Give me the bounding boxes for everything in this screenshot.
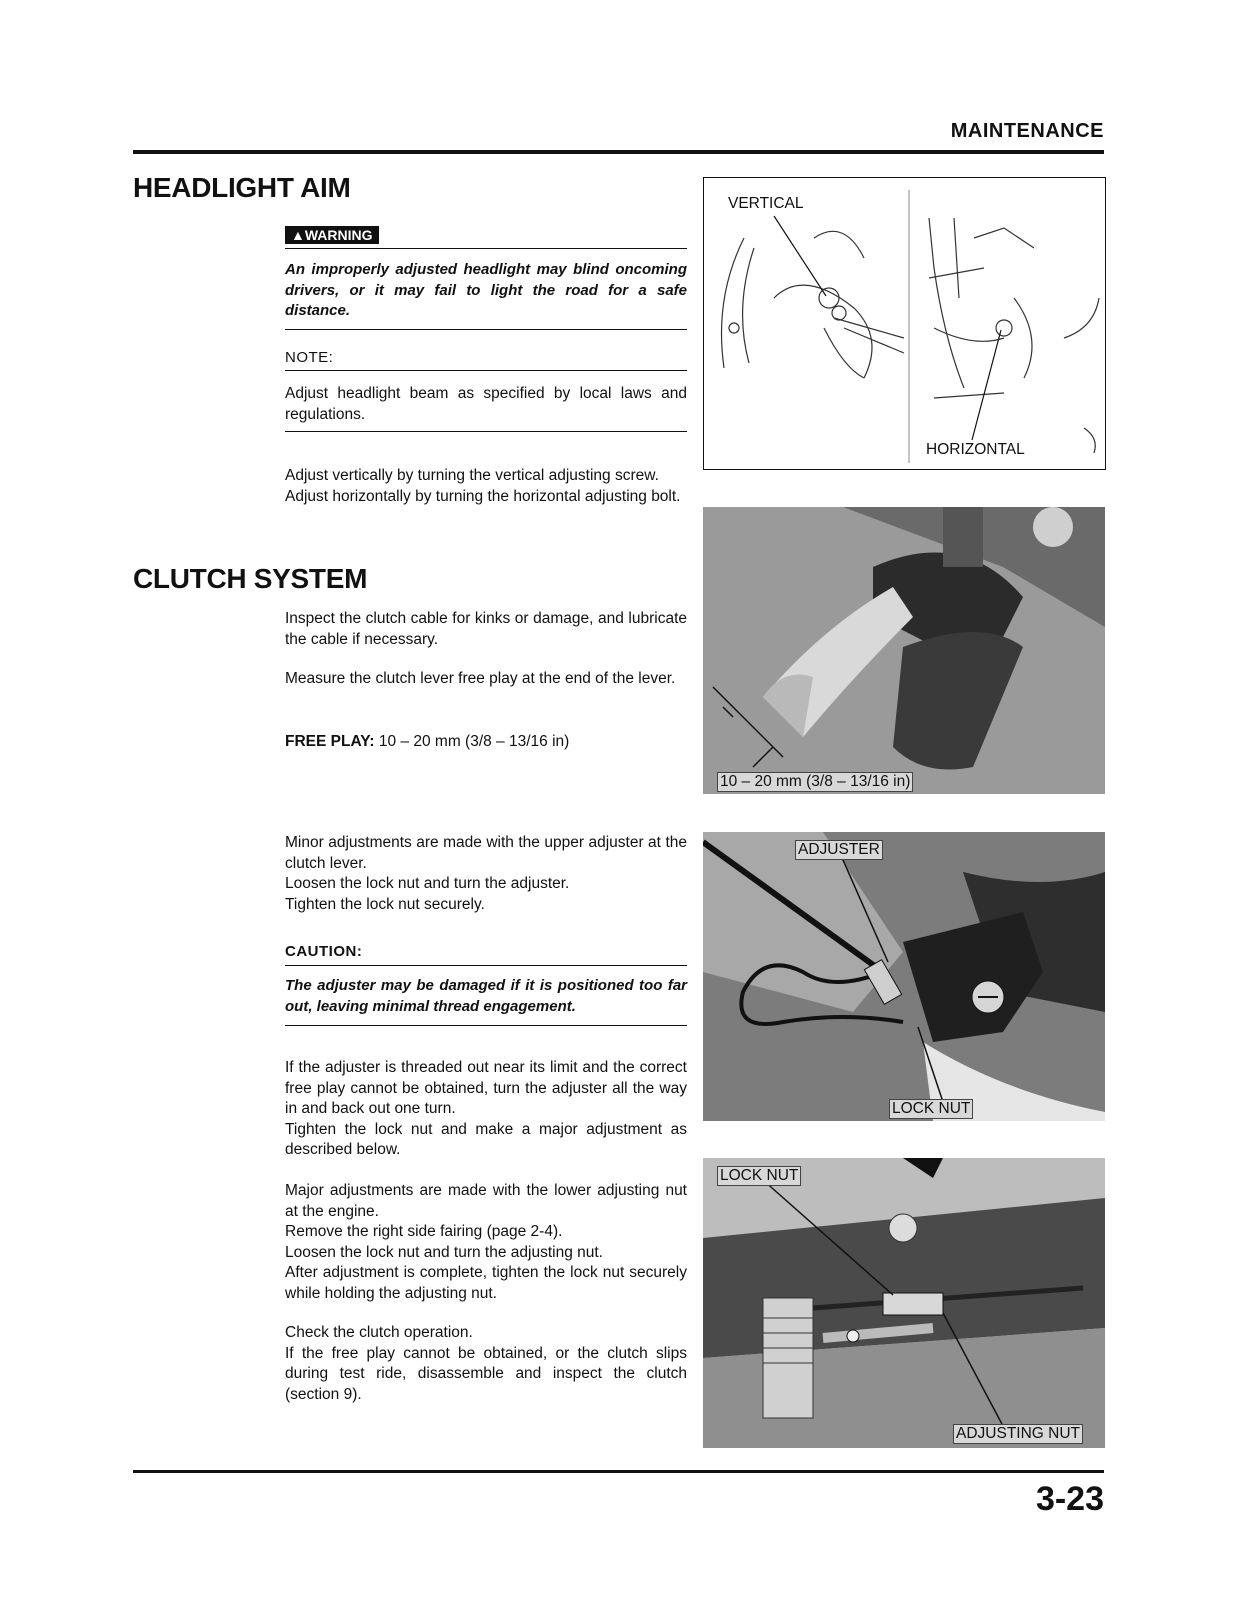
major-adjust-para: Major adjustments are made with the lower adjusting nut at the engine. [285,1182,687,1220]
footer-rule [133,1470,1104,1473]
note-label: NOTE: [285,349,334,366]
headlight-para-vertical: Adjust vertically by turning the vertical adjusting screw. [285,467,659,484]
caution-bottom-rule [285,1025,687,1026]
major-adjust-text [285,1181,687,1304]
limit-para: If the adjuster is threaded out near its limit and the correct free play cannot be obtained, turn the adjuster all the way in and back out one turn. [285,1059,687,1117]
check-inspect-para: If the free play cannot be obtained, or the clutch slips during test ride, disassemble and inspect the clutch (section 9). [285,1344,687,1403]
section-header: MAINTENANCE [950,120,1104,142]
major-fairing-para: Remove the right side fairing (page 2-4). [285,1223,563,1240]
headlight-instructions [285,466,687,507]
header-rule [133,150,1104,154]
minor-adjust-text [285,833,687,915]
minor-loosen-para: Loosen the lock nut and turn the adjuster. [285,875,570,892]
page-number: 3-23 [1035,1480,1104,1518]
clutch-measure-text: Measure the clutch lever free play at the end of the lever. [285,670,676,687]
clutch-lever-photo [703,507,1105,794]
adjusting-nut-illustration [703,1158,1105,1448]
adjusting-nut-photo [703,1158,1105,1448]
clutch-inspect-text: Inspect the clutch cable for kinks or damage, and lubricate the cable if necessary. [285,610,687,648]
vertical-label: VERTICAL [728,195,804,212]
lock-nut-label-upper: LOCK NUT [889,1099,973,1119]
caution-rule [285,965,687,966]
major-loosen-para: Loosen the lock nut and turn the adjusting nut. [285,1243,603,1261]
caution-text: The adjuster may be damaged if it is positioned too far out, leaving minimal thread engagement. [285,977,687,1015]
check-text [285,1323,687,1405]
adjuster-illustration [703,832,1105,1121]
warning-badge: ▲WARNING [285,226,379,244]
limit-tighten-para: Tighten the lock nut and make a major adjustment as described below. [285,1120,687,1158]
free-play-spec [285,732,687,753]
horizontal-label: HORIZONTAL [926,441,1025,458]
free-play-label: FREE PLAY: [285,733,375,750]
caution-label: CAUTION: [285,943,363,960]
headlight-line-drawing [704,178,1105,469]
check-operation-para: Check the clutch operation. [285,1324,473,1341]
warning-rule [285,248,687,249]
minor-tighten-para: Tighten the lock nut securely. [285,895,485,913]
adjuster-label: ADJUSTER [795,840,883,860]
note-bottom-rule [285,431,687,432]
lock-nut-label-lower: LOCK NUT [717,1166,801,1186]
adjusting-nut-label: ADJUSTING NUT [953,1424,1083,1444]
note-rule [285,370,687,371]
warning-text: An improperly adjusted headlight may blind oncoming drivers, or it may fail to light the road for a safe distance. [285,261,687,319]
warning-bottom-rule [285,329,687,330]
headlight-adjust-figure [703,177,1106,470]
headlight-para-horizontal: Adjust horizontally by turning the horizontal adjusting bolt. [285,487,681,505]
headlight-title: HEADLIGHT AIM [133,172,351,203]
adjuster-photo [703,832,1105,1121]
clutch-title: CLUTCH SYSTEM [133,563,368,594]
major-tighten-para: After adjustment is complete, tighten the lock nut securely while holding the adjusting nut. [285,1264,687,1302]
limit-text [285,1058,687,1161]
minor-adjust-para: Minor adjustments are made with the upper adjuster at the clutch lever. [285,834,687,872]
free-play-value: 10 – 20 mm (3/8 – 13/16 in) [378,733,570,750]
note-text: Adjust headlight beam as specified by local laws and regulations. [285,385,687,423]
clutch-lever-illustration [703,507,1105,794]
free-play-photo-label: 10 – 20 mm (3/8 – 13/16 in) [717,772,913,792]
